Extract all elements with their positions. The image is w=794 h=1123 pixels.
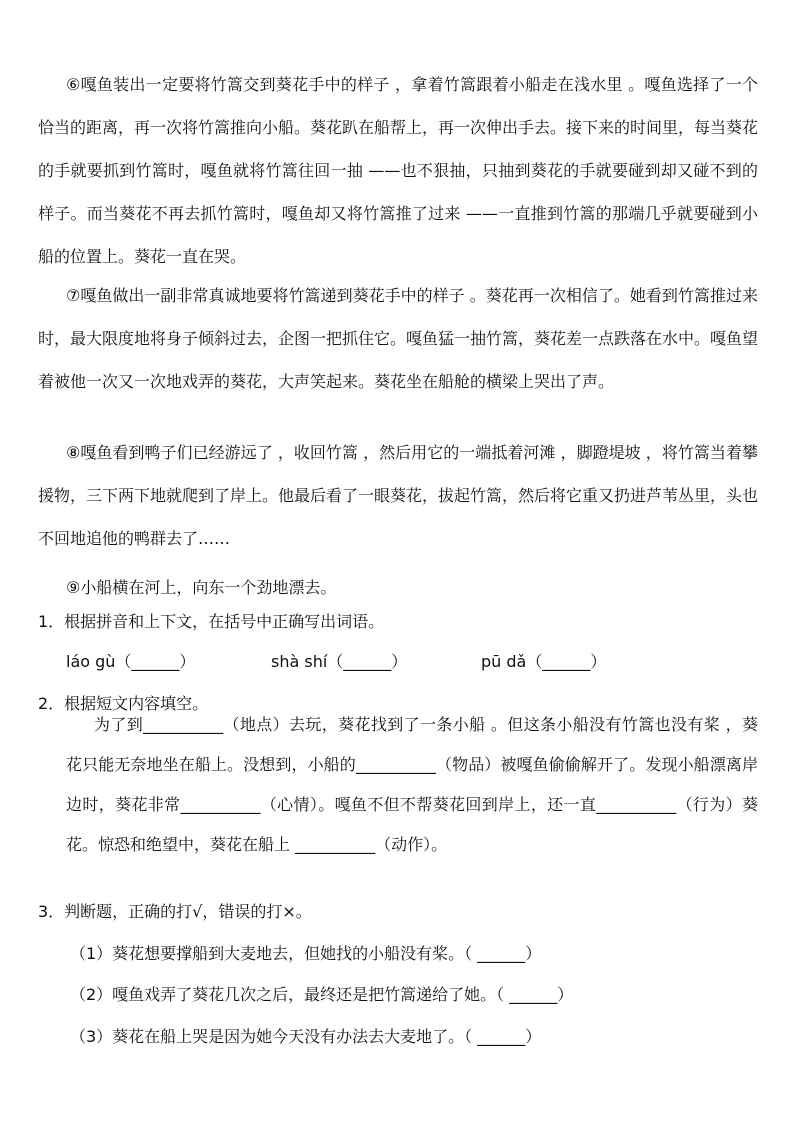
question-2-fill-text: 为了到__________（地点）去玩，葵花找到了一条小船 。但这条小船没有竹篙也没有桨 ，葵花只能无奈地坐在船上。没想到，小船的__________（物品）被嘎鱼偷偷解开了。发现小船漂离岸边时，葵花非常__________（心情）。嘎鱼不但不帮葵花回到岸上，还一直__________（行为）葵花。惊恐和绝望中，葵花在船上 __________（动作）。: [66, 715, 758, 854]
judgement-item-1[interactable]: （1）葵花想要撑船到大麦地去，但她找的小船没有桨。（ ______）: [70, 944, 542, 963]
question-1-title: 1．根据拼音和上下文，在括号中正确写出词语。: [38, 612, 385, 631]
pinyin-item-shashi[interactable]: shà shí（______）: [271, 652, 408, 671]
judgement-item-2[interactable]: （2）嘎鱼戏弄了葵花几次之后，最终还是把竹篙递给了她。（ ______）: [70, 985, 574, 1004]
paragraph-7: ⑦嘎鱼做出一副非常真诚地要将竹篙递到葵花手中的样子 。葵花再一次相信了。她看到竹篙推过来时，最大限度地将身子倾斜过去，企图一把抓住它。嘎鱼猛一抽竹篙，葵花差一点跌落在水中。嘎鱼望着被他一次又一次地戏弄的葵花，大声笑起来。葵花坐在船舱的横梁上哭出了声。: [38, 286, 759, 391]
question-3-title: 3．判断题，正确的打√，错误的打×。: [38, 902, 312, 921]
paragraph-8: ⑧嘎鱼看到鸭子们已经游远了 ，收回竹篙 ，然后用它的一端抵着河滩 ，脚蹬堤坡 ，将竹篙当着攀援物，三下两下地就爬到了岸上。他最后看了一眼葵花，拔起竹篙，然后将它重又扔进芦苇丛里，头也不回地追他的鸭群去了……: [38, 443, 759, 548]
judgement-item-3[interactable]: （3）葵花在船上哭是因为她今天没有办法去大麦地了。（ ______）: [70, 1027, 542, 1046]
question-2-title: 2．根据短文内容填空。: [38, 694, 209, 713]
paragraph-6: ⑥嘎鱼装出一定要将竹篙交到葵花手中的样子 ，拿着竹篙跟着小船走在浅水里 。嘎鱼选择了一个恰当的距离，再一次将竹篙推向小船。葵花趴在船帮上，再一次伸出手去。接下来的时间里，每当葵花的手就要抓到竹篙时，嘎鱼就将竹篙往回一抽 ——也不狠抽，只抽到葵花的手就要碰到却又碰不到的样子。而当葵花不再去抓竹篙时，嘎鱼却又将竹篙推了过来 ——一直推到竹篙的那端几乎就要碰到小船的位置上。葵花一直在哭。: [38, 75, 759, 266]
pinyin-item-puda[interactable]: pū dǎ（______）: [481, 652, 607, 671]
pinyin-item-laogu[interactable]: láo gù（______）: [66, 652, 196, 671]
pinyin-row: [66, 650, 606, 674]
paragraph-9: ⑨小船横在河上，向东一个劲地漂去。: [66, 578, 337, 597]
